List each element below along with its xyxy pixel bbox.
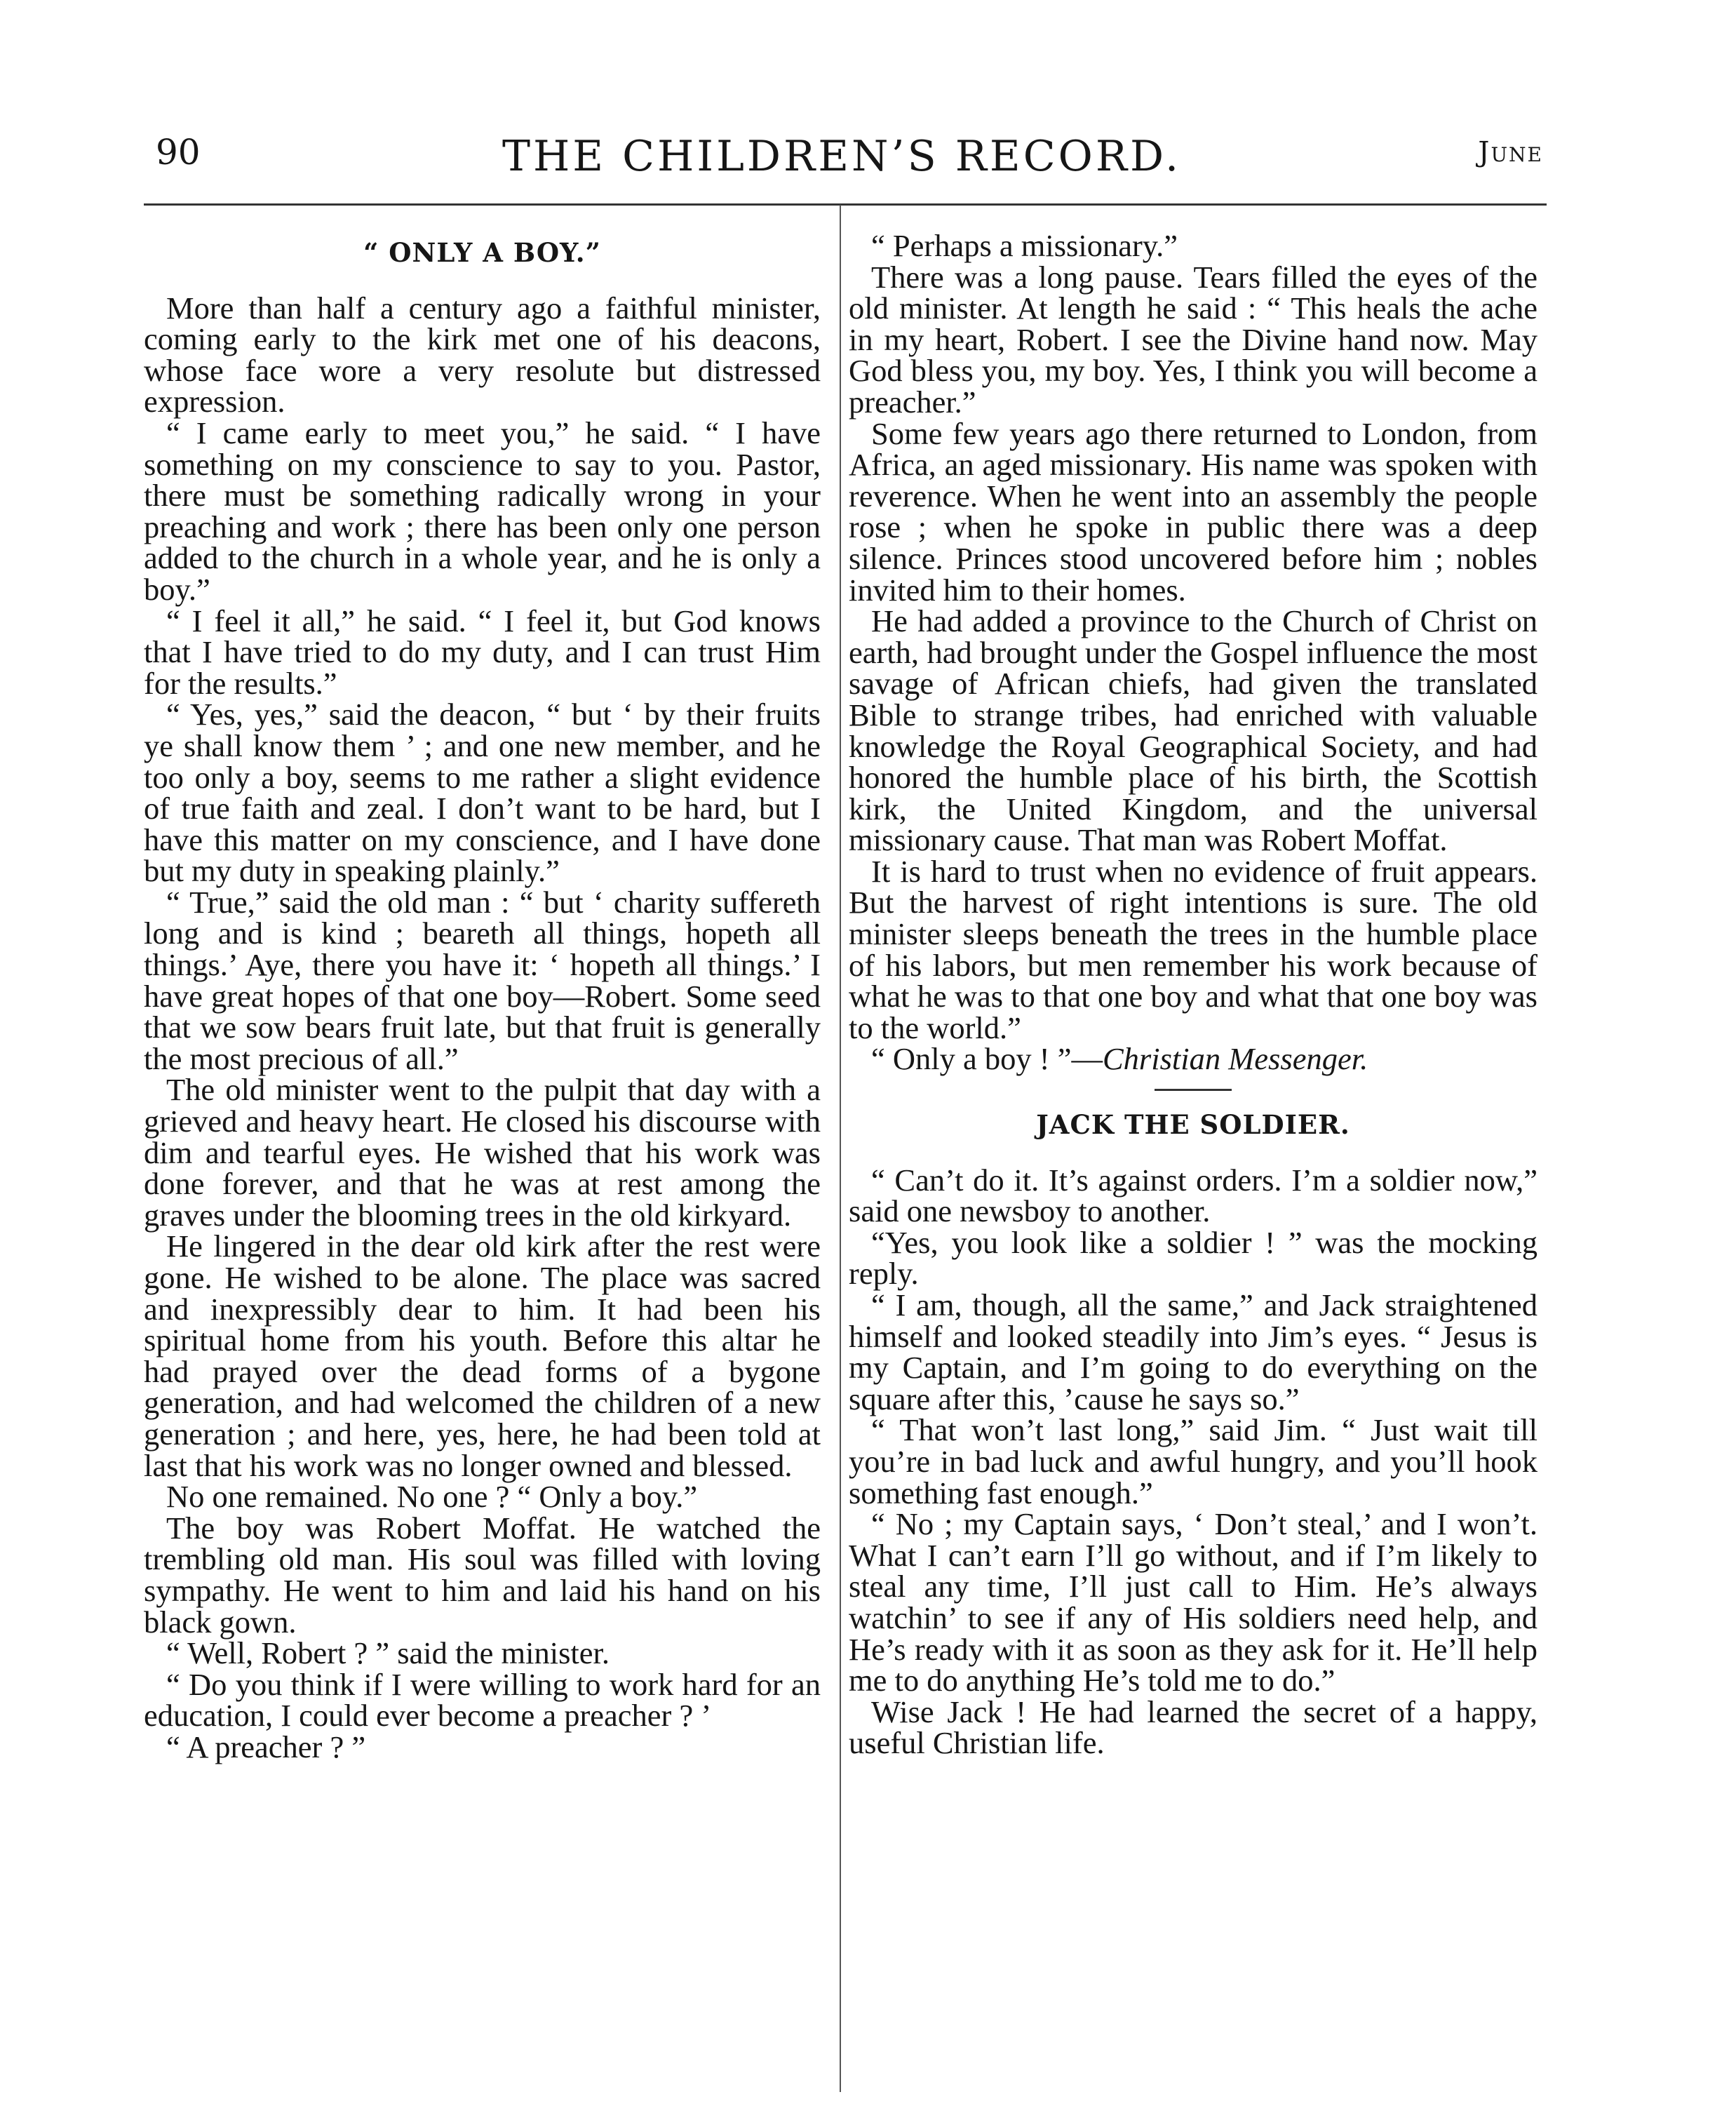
paragraph: He lingered in the dear old kirk after the rest were gone. He wished to be alone. The place was sacred and inexpressibly dear to him. It had been his spiritual home from his youth. Before this altar he had prayed over the dead forms of a bygone generation, and had welcomed the children of a new generation ; and here, yes, here, he had been told at last that his work was no longer owned and blessed. — [144, 1228, 821, 1483]
column-divider — [840, 205, 841, 2092]
paragraph: “ Perhaps a missionary.” — [871, 228, 1178, 263]
paragraph: The boy was Robert Moffat. He watched the trembling old man. His soul was filled with loving sympathy. He went to him and laid his hand on his black gown. — [144, 1510, 821, 1640]
paragraph: “ I feel it all,” he said. “ I feel it, but God knows that I have tried to do my duty, and I can trust Him for the results.” — [144, 603, 821, 701]
paragraph: “ I came early to meet you,” he said. “ I have something on my conscience to say to you. Pastor, there must be something radically wrong in your preaching and work ; there has been only one person added to the church in a whole year, and he is only a boy.” — [144, 415, 821, 607]
paragraph: Wise Jack ! He had learned the secret of a happy, useful Christian life. — [849, 1694, 1537, 1761]
header-rule — [144, 203, 1547, 206]
attribution — [849, 1043, 1537, 1075]
paragraph: The old minister went to the pulpit that day with a grieved and heavy heart. He closed his discourse with dim and tearful eyes. He wished that his work was done forever, and that he was at rest among the graves under the blooming trees in the old kirkyard. — [144, 1072, 821, 1233]
paragraph: “ A preacher ? ” — [166, 1729, 366, 1764]
issue-month: June — [1478, 136, 1543, 168]
attribution-source: Christian Messenger. — [1102, 1041, 1368, 1077]
paragraph: “Yes, you look like a soldier ! ” was the mocking reply. — [849, 1224, 1537, 1292]
paragraph: “ I am, though, all the same,” and Jack straightened himself and looked steadily into Jim’s eyes. “ Jesus is my Captain, and I’m going to do everything on the square after this, ’cause he says so.” — [849, 1287, 1537, 1416]
paragraph: More than half a century ago a faithful minister, coming early to the kirk met one of his deacons, whose face wore a very resolute but distressed expression. — [144, 290, 821, 420]
article-heading-only-a-boy: “ ONLY A BOY.” — [363, 237, 601, 268]
publication-title: THE CHILDREN’S RECORD. — [502, 132, 1182, 181]
page-header — [140, 132, 1543, 188]
page-number: 90 — [156, 132, 201, 173]
paragraph: “ Yes, yes,” said the deacon, “ but ‘ by their fruits ye shall know them ’ ; and one new member, and he too only a boy, seems to me rather a slight evidence of true faith and zeal. I don’t want to be hard, but I have this matter on my conscience, and I have done but my duty in speaking plainly.” — [144, 697, 821, 889]
paragraph: He had added a province to the Church of Christ on earth, had brought under the Gospel influence the most savage of African chiefs, had given the translated Bible to strange tribes, had enriched with valuable knowledge the Royal Geographical Society, and had honored the humble place of his birth, the Scottish kirk, the United Kingdom, and the universal missionary cause. That man was Robert Moffat. — [849, 603, 1537, 858]
paragraph: There was a long pause. Tears filled the eyes of the old minister. At length he said : “ This heals the ache in my heart, Robert. I see the Divine hand now. May God bless you, my boy. Yes, I think you will become a preacher.” — [849, 259, 1537, 420]
paragraph: No one remained. No one ? “ Only a boy.” — [166, 1479, 698, 1515]
paragraph: “ Well, Robert ? ” said the minister. — [166, 1635, 610, 1671]
paragraph: “ True,” said the old man : “ but ‘ charity suffereth long and is kind ; beareth all things, hopeth all things.’ Aye, there you have it: ‘ hopeth all things.’ I have great hopes of that one boy—Robert. Some seed that we sow bears fruit late, but that fruit is generally the most precious of all.” — [144, 884, 821, 1076]
section-divider — [1155, 1089, 1232, 1091]
paragraph: “ Do you think if I were willing to work hard for an education, I could ever become a preacher ? ’ — [144, 1666, 821, 1734]
article-heading-jack-the-soldier: JACK THE SOLDIER. — [1036, 1109, 1350, 1141]
paragraph: “ That won’t last long,” said Jim. “ Just wait till you’re in bad luck and awful hungry, and you’ll hook something fast enough.” — [849, 1412, 1537, 1510]
paragraph: It is hard to trust when no evidence of fruit appears. But the harvest of right intentions is sure. The old minister sleeps beneath the trees in the humble place of his labors, but men remember his work because of what he was to that one boy and what that one boy was to the world.” — [849, 853, 1537, 1045]
right-column — [849, 230, 1537, 1759]
attribution-quote: “ Only a boy ! ”— — [871, 1041, 1103, 1077]
paragraph: Some few years ago there returned to London, from Africa, an aged missionary. His name was spoken with reverence. When he went into an assembly the people rose ; when he spoke in public there was a deep silence. Princes stood uncovered before him ; nobles invited him to their homes. — [849, 415, 1537, 608]
left-column — [144, 230, 821, 1763]
paragraph: “ No ; my Captain says, ‘ Don’t steal,’ and I won’t. What I can’t earn I’ll go without, and if I’m likely to steal any time, I’ll just call to Him. He’s always watchin’ to see if any of His soldiers need help, and He’s ready with it as soon as they ask for it. He’ll help me to do anything He’s told me to do.” — [849, 1506, 1537, 1698]
paragraph: “ Can’t do it. It’s against orders. I’m a soldier now,” said one newsboy to another. — [849, 1162, 1537, 1229]
